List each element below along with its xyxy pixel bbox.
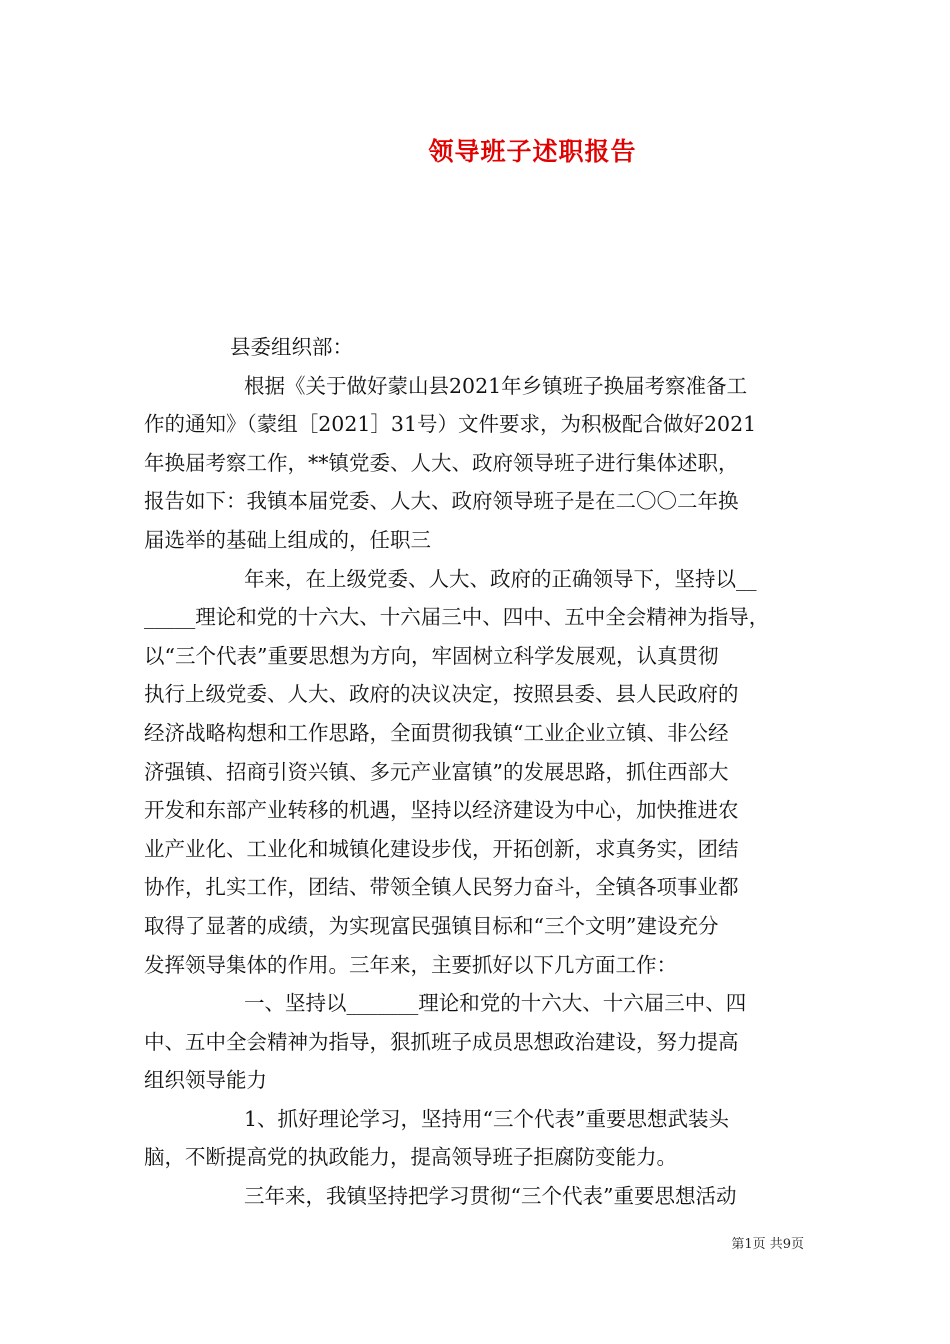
text-line: 三年来，我镇坚持把学习贯彻“三个代表”重要思想活动 [244, 1184, 737, 1209]
text-line: 年换届考察工作，**镇党委、人大、政府领导班子进行集体述职， [144, 450, 739, 475]
text-line: 年来，在上级党委、人大、政府的正确领导下，坚持以__ [244, 566, 757, 591]
text-line: 报告如下：我镇本届党委、人大、政府领导班子是在二〇〇二年换 [144, 489, 739, 514]
page-footer: 第1页 共9页 [731, 1237, 804, 1252]
document-body [144, 328, 814, 1216]
text-line: 以“三个代表”重要思想为方向，牢固树立科学发展观，认真贯彻 [144, 643, 719, 668]
text-line: 济强镇、招商引资兴镇、多元产业富镇”的发展思路，抓住西部大 [144, 759, 729, 784]
text-line: 业产业化、工业化和城镇化建设步伐，开拓创新，求真务实，团结 [144, 836, 739, 861]
text-line: 脑，不断提高党的执政能力，提高领导班子拒腐防变能力。 [144, 1145, 677, 1170]
text-line: 届选举的基础上组成的，任职三 [144, 527, 431, 552]
text-line: 中、五中全会精神为指导，狠抓班子成员思想政治建设，努力提高 [144, 1029, 739, 1054]
text-line: _____理论和党的十六大、十六届三中、四中、五中全会精神为指导， [144, 605, 770, 630]
text-line: 取得了显著的成绩，为实现富民强镇目标和“三个文明”建设充分 [144, 913, 719, 938]
text-line: 经济战略构想和工作思路，全面贯彻我镇“工业企业立镇、非公经 [144, 720, 729, 745]
text-line: 开发和东部产业转移的机遇，坚持以经济建设为中心，加快推进农 [144, 798, 739, 823]
text-line: 根据《关于做好蒙山县2021年乡镇班子换届考察准备工 [244, 373, 748, 398]
document-title: 领导班子述职报告 [428, 137, 637, 166]
text-line: 执行上级党委、人大、政府的决议决定，按照县委、县人民政府的 [144, 682, 739, 707]
text-line: 1、抓好理论学习，坚持用“三个代表”重要思想武装头 [244, 1106, 730, 1131]
text-line: 作的通知》（蒙组［2021］31号）文件要求，为积极配合做好2021 [144, 412, 757, 437]
text-line: 协作，扎实工作，团结、带领全镇人民努力奋斗，全镇各项事业都 [144, 875, 739, 900]
text-line: 县委组织部： [230, 335, 353, 359]
text-line: 组织领导能力 [144, 1068, 267, 1093]
text-line: 发挥领导集体的作用。三年来，主要抓好以下几方面工作： [144, 952, 677, 977]
text-line: 一、坚持以_______理论和党的十六大、十六届三中、四 [244, 991, 747, 1016]
